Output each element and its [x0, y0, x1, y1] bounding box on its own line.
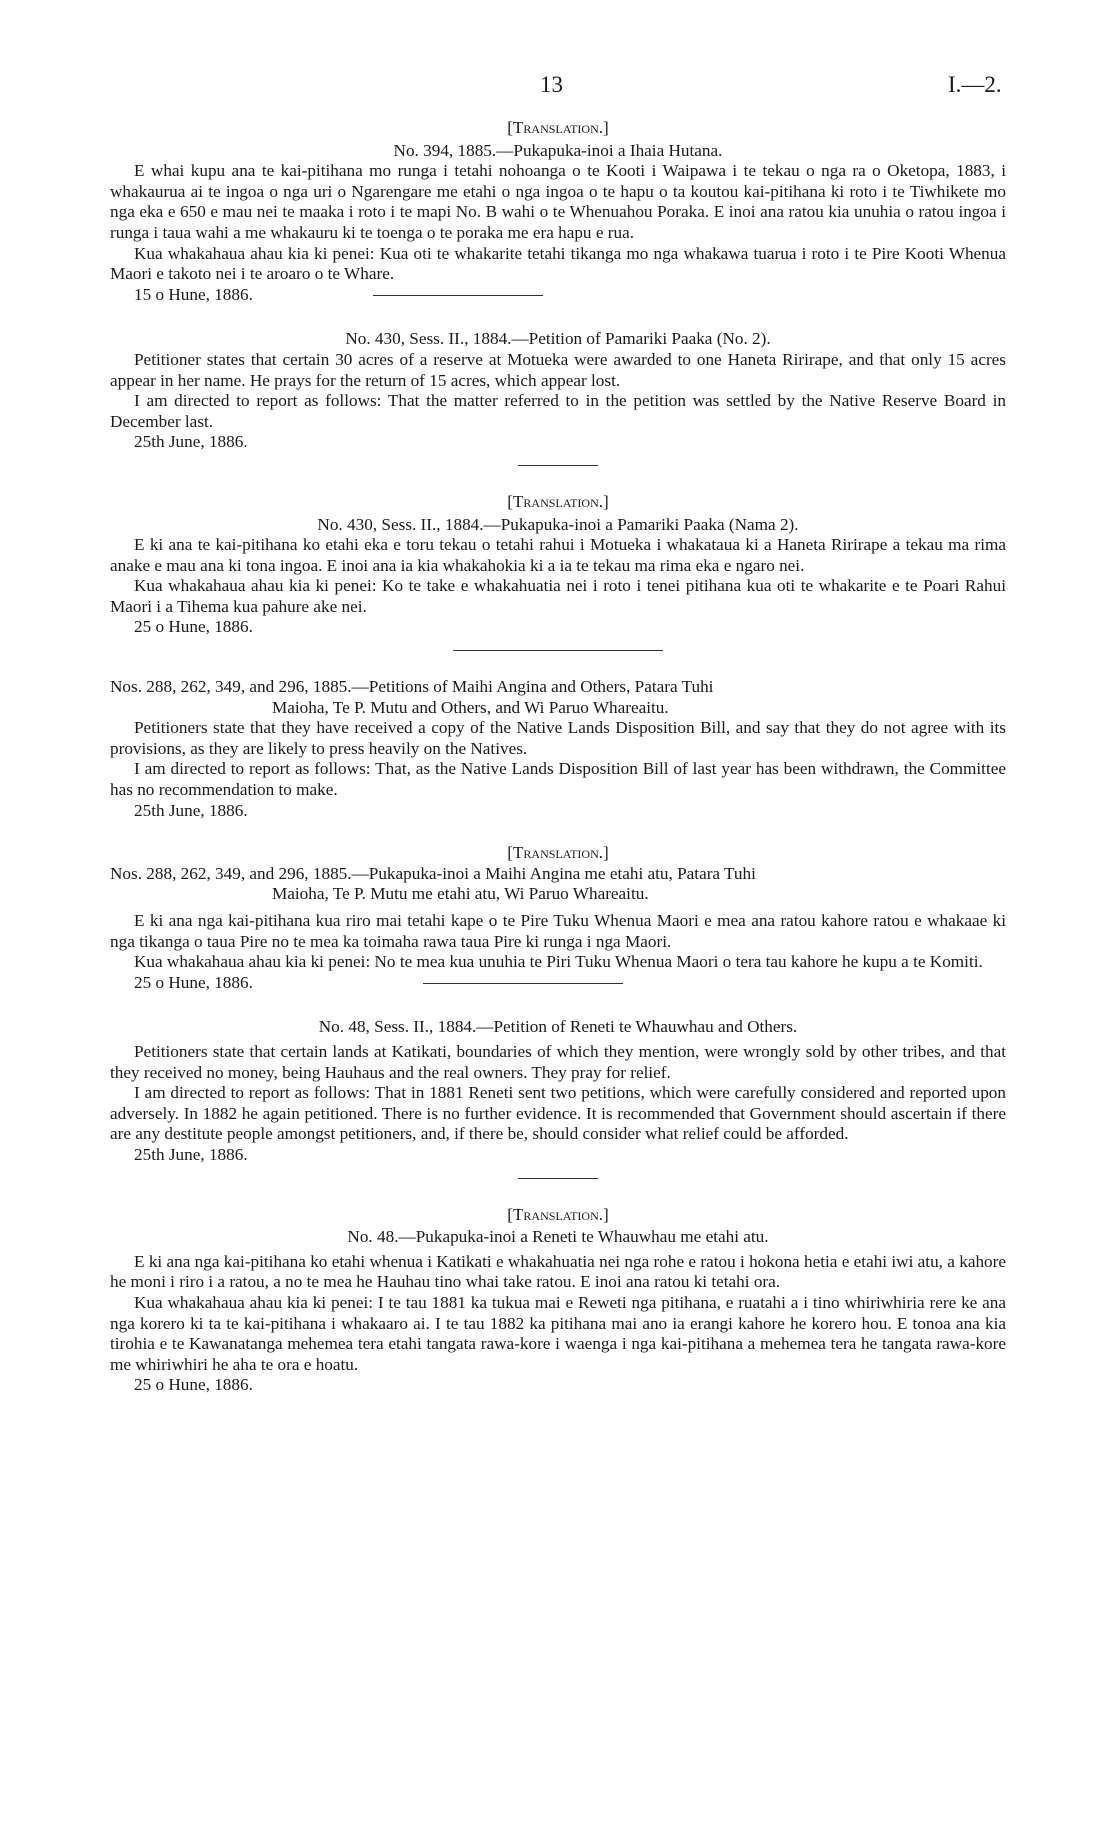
paragraph: Kua whakahaua ahau kia ki penei: Ko te take e whakahuatia nei i roto i tenei pitihana kua oti te whakarite e te Poari Rahui Maori i a Tihema kua pahure ake nei. — [110, 576, 1006, 616]
paragraph: I am directed to report as follows: That the matter referred to in the petition was settled by the Native Reserve Board in December last. — [110, 391, 1006, 431]
paragraph: E whai kupu ana te kai-pitihana mo runga i tetahi nohoanga o te Kooti i Waipawa i te tekau o nga ra o Oketopa, 1883, i whakaurua ai te ingoa o nga uri o Ngarengare me etahi o nga ingoa o te hapu o ta koutou kai-pitihana ki roto i te Tiwhikete mo nga eka e 650 e mau nei te maaka i roto i te mapi No. B wahi o te Whenuahou Poraka. E inoi ana ratou kia unuhia o ratou ingoa i runga i taua wahi a me whakauru ki te toenga o te poraka me era hapu e rua. — [110, 161, 1006, 242]
paragraph: Kua whakahaua ahau kia ki penei: No te mea kua unuhia te Piri Tuku Whenua Maori o tera tau kahore he kupu a te Komiti. — [134, 952, 983, 972]
paragraph: Petitioners state that they have received a copy of the Native Lands Disposition Bill, and say that they do not agree with its provisions, as they are likely to press heavily on the Natives. — [110, 718, 1006, 758]
paragraph: I am directed to report as follows: That, as the Native Lands Disposition Bill of last year has been withdrawn, the Committee has no recommendation to make. — [110, 759, 1006, 800]
date: 25th June, 1886. — [134, 800, 248, 820]
section-title: Nos. 288, 262, 349, and 296, 1885.—Petitions of Maihi Angina and Others, Patara Tuhi — [110, 677, 714, 697]
paragraph: Kua whakahaua ahau kia ki penei: I te tau 1881 ka tukua mai e Reweti nga pitihana, e ruatahi a i tino whiriwhiria rere ke ana nga korero ki ta te kai-pitihana i whakaaro ai. I te tau 1882 ka pitihana mai ano ia erangi kahore he korero hou. E tonoa ana kia tirohia e te Kawanatanga mehemea tera etahi tangata rawa-kore i waenga i nga kai-pitihana a mehemea tera he tangata rawa-kore me whiriwhiri he aha te ora e hoatu. — [110, 1292, 1006, 1374]
document-body — [110, 118, 1006, 1396]
translation-label: [Translation.] — [507, 118, 609, 137]
document-reference: I.—2. — [948, 72, 1002, 97]
section-title: Nos. 288, 262, 349, and 296, 1885.—Pukapuka-inoi a Maihi Angina me etahi atu, Patara Tuhi — [110, 863, 756, 883]
paragraph: E ki ana nga kai-pitihana ko etahi whenua i Katikati e whakahuatia nei nga rohe e ratou i hokona hetia e etahi iwi atu, a kahore he moni i riro i a ratou, a no te mea he Hauhau tino whai take ratou. E inoi ana ratou ki tetahi ora. — [110, 1251, 1006, 1292]
divider — [453, 650, 663, 651]
translation-label: [Translation.] — [507, 1204, 609, 1224]
date: 25 o Hune, 1886. — [134, 1375, 253, 1395]
divider — [373, 295, 543, 296]
paragraph: Kua whakahaua ahau kia ki penei: Kua oti te whakarite tetahi tikanga mo nga whakawa tuarua i roto i te Pire Kooti Whenua Maori e takoto nei i te aroaro o te Whare. — [110, 243, 1006, 284]
paragraph: Petitioners state that certain lands at Katikati, boundaries of which they mention, were wrongly sold by other tribes, and that they received no money, being Hauhaus and the real owners. They pray for relief. — [110, 1041, 1006, 1082]
date-line — [110, 285, 1006, 306]
translation-label: [Translation.] — [507, 491, 609, 511]
section-title: No. 48.—Pukapuka-inoi a Reneti te Whauwhau me etahi atu. — [347, 1227, 769, 1247]
paragraph: E ki ana nga kai-pitihana kua riro mai tetahi kape o te Pire Tuku Whenua Maori e mea ana ratou kahore ratou e whakaae ki nga tikanga o taua Pire no te mea ka toimaha rawa taua Pire ki runga i nga Maori. — [110, 911, 1006, 951]
date: 25 o Hune, 1886. — [134, 617, 253, 637]
divider — [518, 1178, 598, 1179]
section-title: No. 430, Sess. II., 1884.—Pukapuka-inoi a Pamariki Paaka (Nama 2). — [317, 514, 799, 534]
paragraph: I am directed to report as follows: That in 1881 Reneti sent two petitions, which were carefully considered and reported upon adversely. In 1882 he again petitioned. There is no further evidence. It is recommended that Government should ascertain if there are any destitute people amongst petitioners, and, if there be, should consider what relief could be afforded. — [110, 1083, 1006, 1144]
divider — [518, 465, 598, 466]
date: 25 o Hune, 1886. — [134, 972, 253, 992]
date: 25th June, 1886. — [134, 432, 248, 452]
section-title-continued: Maioha, Te P. Mutu and Others, and Wi Paruo Whareaitu. — [272, 697, 669, 717]
date-line — [110, 973, 1006, 994]
date: 15 o Hune, 1886. — [134, 284, 253, 304]
date: 25th June, 1886. — [134, 1144, 248, 1164]
translation-label: [Translation.] — [507, 843, 609, 863]
section-title: No. 48, Sess. II., 1884.—Petition of Reneti te Whauwhau and Others. — [318, 1017, 798, 1037]
section-title-continued: Maioha, Te P. Mutu me etahi atu, Wi Paruo Whareaitu. — [272, 884, 649, 904]
divider — [423, 983, 623, 984]
paragraph: Petitioner states that certain 30 acres of a reserve at Motueka were awarded to one Haneta Ririrape, and that only 15 acres appear in her name. He prays for the return of 15 acres, which appear lost. — [110, 349, 1006, 390]
section-title: No. 394, 1885.—Pukapuka-inoi a Ihaia Hutana. — [393, 140, 723, 160]
paragraph: E ki ana te kai-pitihana ko etahi eka e toru tekau o tetahi rahui i Motueka i whakataua ki a Haneta Ririrape a tekau ma rima anake e mau ana ki tona ingoa. E inoi ana ia kia whakahokia ki a ia te tekau ma rima eka e ngaro nei. — [110, 535, 1006, 575]
page-header — [0, 72, 1114, 112]
section-title: No. 430, Sess. II., 1884.—Petition of Pamariki Paaka (No. 2). — [345, 329, 771, 349]
page-number: 13 — [540, 72, 563, 97]
